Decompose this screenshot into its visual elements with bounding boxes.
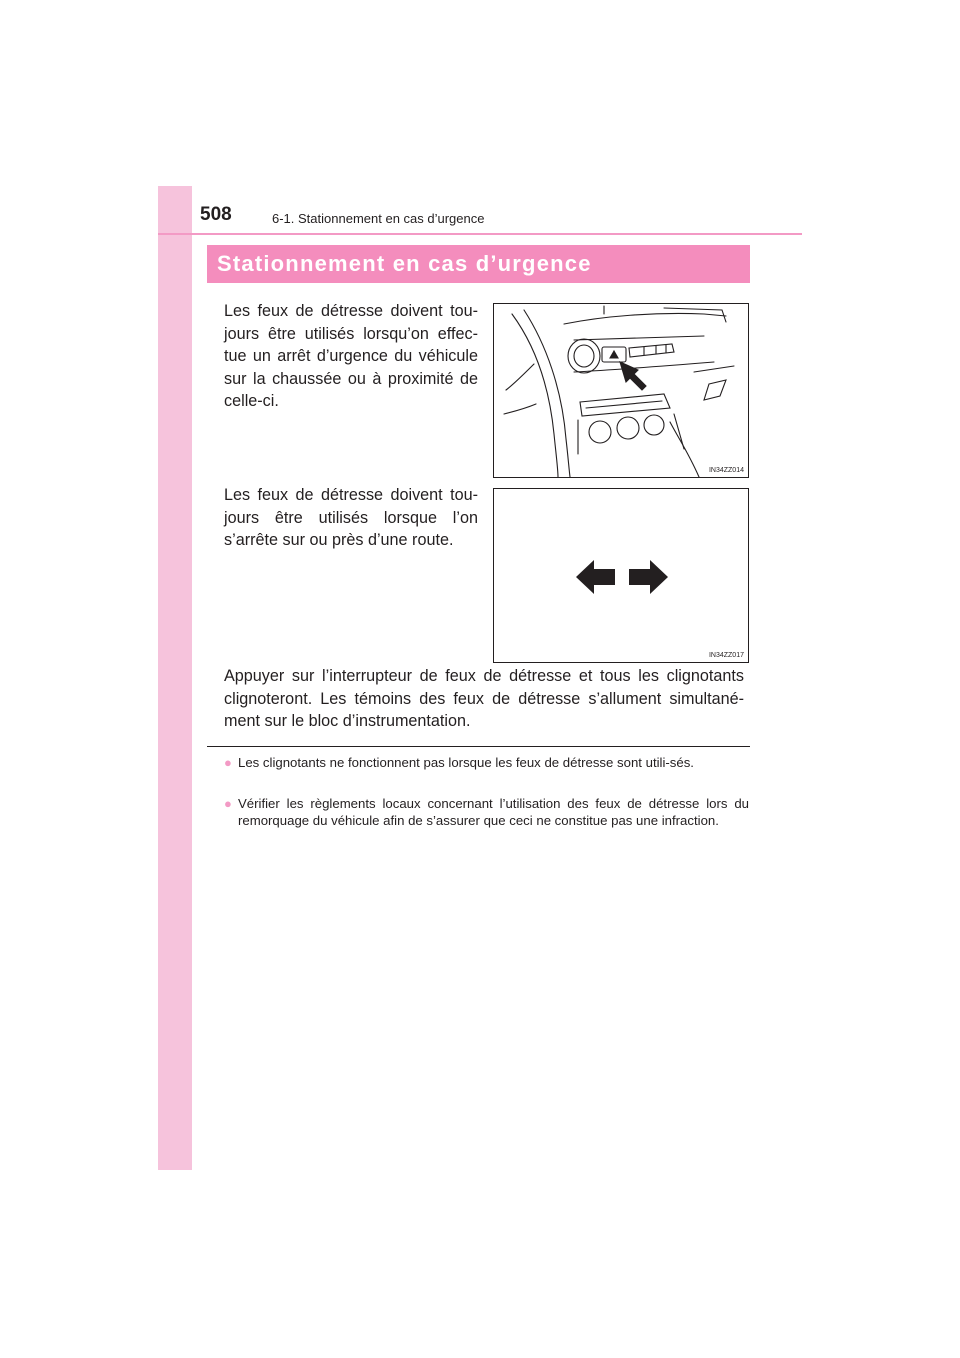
bullet-icon: ● bbox=[224, 796, 232, 811]
figure-code-2: IN34ZZ017 bbox=[708, 652, 744, 659]
side-tab-strip bbox=[158, 186, 192, 1170]
note-item bbox=[224, 795, 749, 829]
notes-divider bbox=[207, 746, 750, 747]
turn-signal-arrows-illustration bbox=[494, 489, 748, 662]
figure-hazard-switch bbox=[493, 303, 749, 478]
left-arrow-icon bbox=[576, 560, 615, 594]
figure-code-1: IN34ZZ014 bbox=[708, 467, 744, 474]
running-head: 6-1. Stationnement en cas d’urgence bbox=[272, 211, 485, 226]
note-item bbox=[224, 754, 749, 771]
paragraph-stop-near-road: Les feux de détresse doivent tou-jours être utilisés lorsque l’on s’arrête sur ou près d’une route. bbox=[224, 486, 478, 550]
right-arrow-icon bbox=[629, 560, 668, 594]
figure-turn-signals bbox=[493, 488, 749, 663]
section-title-bar bbox=[207, 245, 750, 283]
paragraph-press-switch: Appuyer sur l’interrupteur de feux de détresse et tous les clignotants clignoteront. Les témoins des feux de détresse s’allument simultané-ment sur le bloc d’instrumentation. bbox=[224, 667, 744, 731]
header-rule bbox=[158, 233, 802, 235]
paragraph-emergency-stop: Les feux de détresse doivent tou-jours être utilisés lorsqu’on effec-tue un arrêt d’urgence du véhicule sur la chaussée ou à proximité de celle-ci. bbox=[224, 302, 478, 411]
section-title: Stationnement en cas d’urgence bbox=[217, 251, 592, 276]
note-text: Vérifier les règlements locaux concernant l’utilisation des feux de détresse lors du remorquage du véhicule afin de s’assurer que ceci ne constitue pas une infraction. bbox=[238, 796, 749, 828]
note-text: Les clignotants ne fonctionnent pas lorsque les feux de détresse sont utili-sés. bbox=[238, 755, 694, 770]
page-number: 508 bbox=[200, 204, 232, 225]
hazard-switch-dashboard-illustration bbox=[494, 304, 748, 477]
bullet-icon: ● bbox=[224, 755, 232, 770]
